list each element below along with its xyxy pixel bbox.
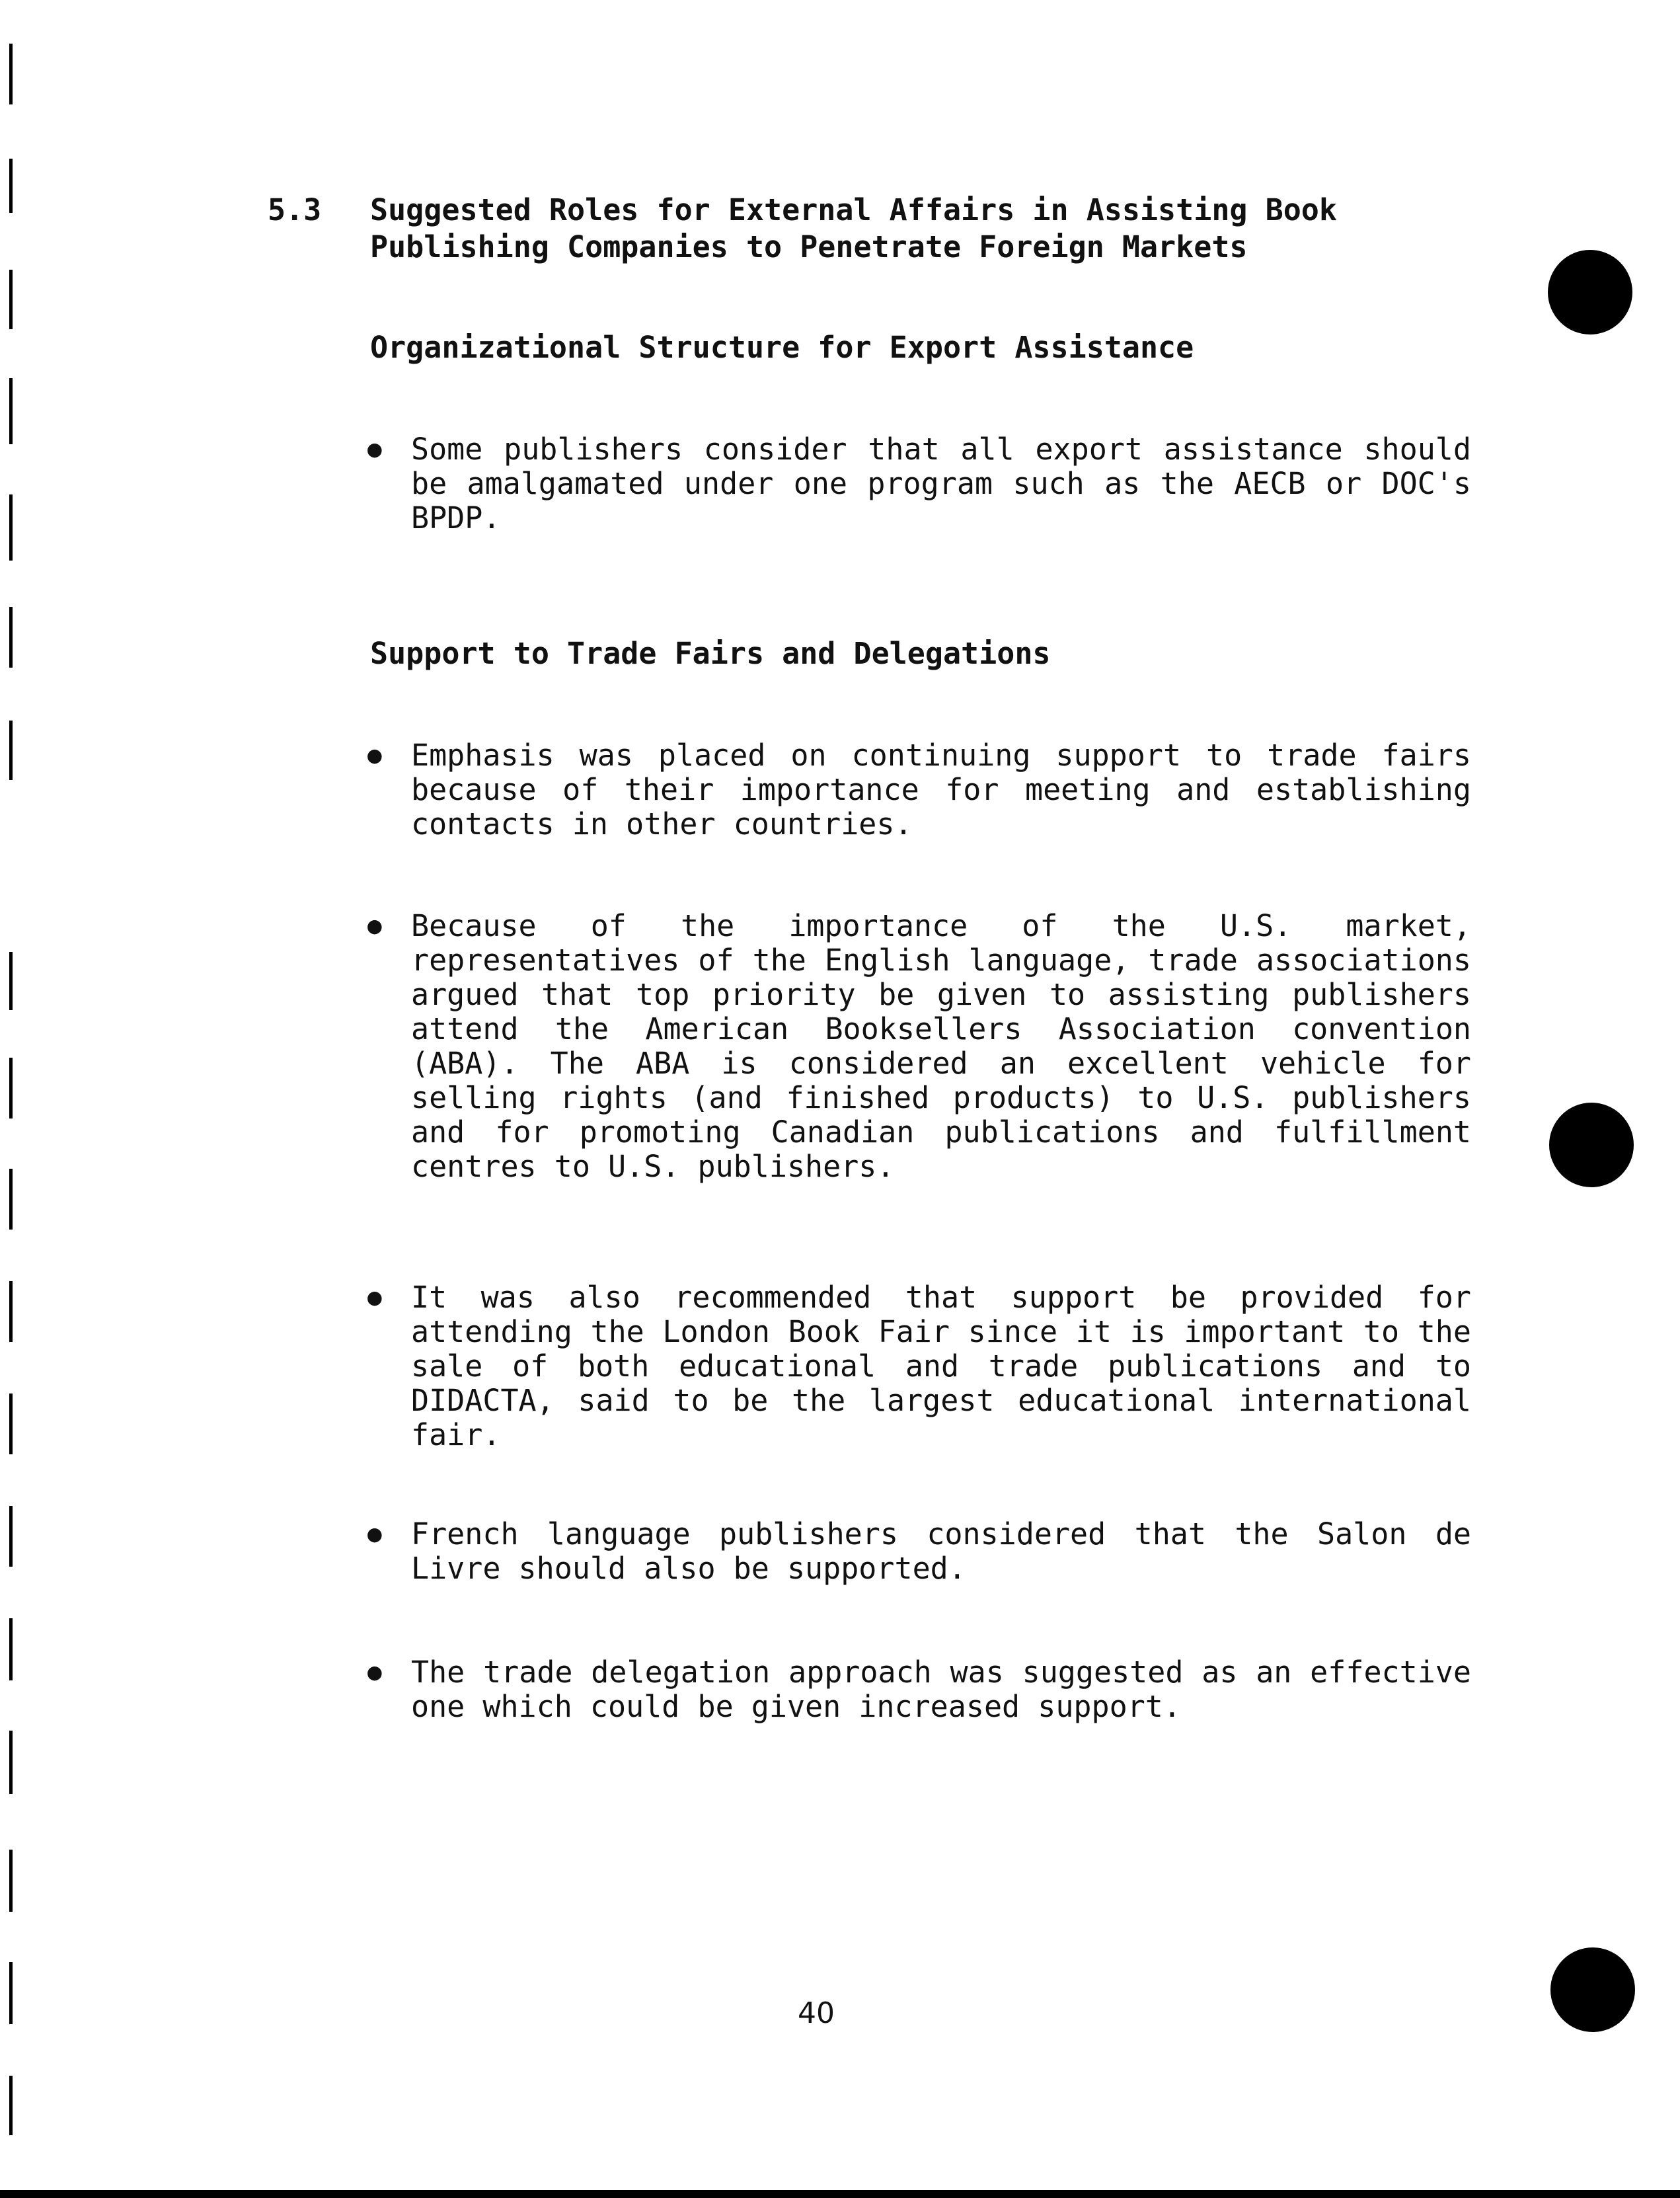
edge-mark — [9, 1169, 13, 1230]
section-number: 5.3 — [268, 192, 322, 227]
bullet-item — [367, 432, 1471, 535]
edge-mark — [9, 2076, 13, 2135]
section-heading — [268, 192, 1470, 266]
binder-hole — [1549, 1103, 1634, 1187]
binder-hole — [1548, 250, 1632, 334]
bullet-marker: ● — [367, 1659, 382, 1686]
bullet-text: Emphasis was placed on continuing support to trade fairs because of their importance for meeting and establishing contacts in other countries. — [411, 738, 1471, 842]
bullet-text: French language publishers considered that the Salon de Livre should also be supported. — [411, 1516, 1471, 1586]
bullet-marker: ● — [367, 912, 382, 939]
edge-mark — [9, 1506, 13, 1567]
edge-mark — [9, 1058, 13, 1119]
bullet-marker: ● — [367, 1284, 382, 1311]
binder-hole — [1550, 1947, 1635, 2032]
edge-mark — [9, 952, 13, 1010]
bullet-marker: ● — [367, 1520, 382, 1548]
page-number: 40 — [798, 1996, 835, 2030]
scan-bottom-border — [0, 2190, 1680, 2198]
edge-mark — [9, 721, 13, 780]
bullet-item — [367, 909, 1471, 1184]
subheading-trade-fairs: Support to Trade Fairs and Delegations — [370, 636, 1051, 671]
edge-mark — [9, 494, 13, 561]
edge-mark — [9, 159, 13, 213]
edge-mark — [9, 1618, 13, 1680]
edge-mark — [9, 1393, 13, 1454]
bullet-text: The trade delegation approach was suggested as an effective one which could be given increased support. — [411, 1655, 1471, 1724]
edge-mark — [9, 270, 13, 329]
edge-mark — [9, 1731, 13, 1794]
bullet-text: Some publishers consider that all export assistance should be amalgamated under one program such as the AECB or DOC's BPDP. — [411, 432, 1471, 535]
edge-mark — [9, 44, 13, 104]
bullet-item — [367, 738, 1471, 842]
bullet-item — [367, 1280, 1471, 1452]
edge-mark — [9, 378, 13, 444]
bullet-text: Because of the importance of the U.S. market, representatives of the English language, trade associations argued that top priority be given to assisting publishers attend the American Booksellers Association convention (ABA). The ABA is considered an excellent vehicle for selling rights (and finished products) to U.S. publishers and for promoting Canadian publications and fulfillment centres to U.S. publishers. — [411, 908, 1471, 1184]
bullet-marker: ● — [367, 742, 382, 769]
edge-mark — [9, 1850, 13, 1912]
edge-mark — [9, 1962, 13, 2024]
bullet-item — [367, 1655, 1471, 1724]
subheading-organizational-structure: Organizational Structure for Export Assistance — [370, 330, 1194, 365]
edge-mark — [9, 607, 13, 668]
bullet-marker: ● — [367, 436, 382, 463]
edge-mark — [9, 1281, 13, 1342]
section-title: Suggested Roles for External Affairs in Assisting Book Publishing Companies to Penetrate Foreign Markets — [370, 192, 1337, 264]
bullet-text: It was also recommended that support be provided for attending the London Book Fair since it is important to the sale of both educational and trade publications and to DIDACTA, said to be the largest educational international fair. — [411, 1280, 1471, 1452]
bullet-item — [367, 1517, 1471, 1586]
